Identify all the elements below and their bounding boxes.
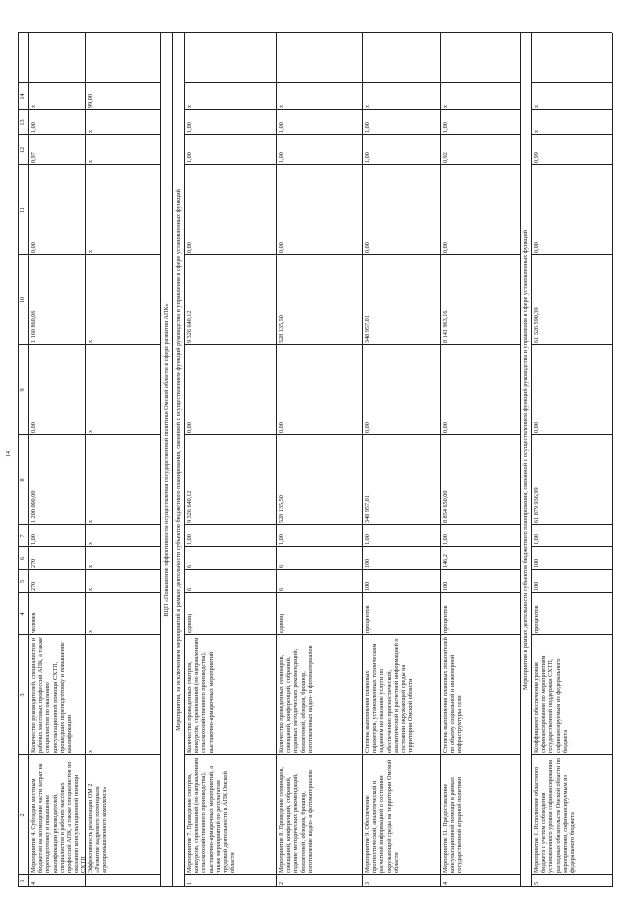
table-cell: единиц bbox=[186, 613, 193, 633]
table-cell: x bbox=[533, 104, 540, 108]
table-cell: 1,00 bbox=[364, 122, 371, 133]
column-header: 6 bbox=[19, 556, 26, 561]
table-rule bbox=[184, 164, 520, 165]
table-rule bbox=[531, 109, 612, 110]
table-rule bbox=[184, 886, 520, 887]
table-rule bbox=[362, 33, 363, 887]
table-cell: 0,00 bbox=[533, 422, 540, 433]
table-rule bbox=[612, 33, 613, 887]
table-cell: 6 bbox=[186, 564, 193, 568]
column-header: 10 bbox=[19, 296, 26, 304]
table-cell: 1 200 000,00 bbox=[30, 490, 37, 523]
table-cell: 8 854 650,00 bbox=[442, 490, 449, 523]
column-header: 11 bbox=[19, 207, 26, 213]
table-cell: 99,00 bbox=[87, 94, 94, 108]
table-rule bbox=[18, 344, 160, 345]
table-cell: 1 bbox=[186, 881, 193, 885]
table-cell: x bbox=[87, 541, 94, 545]
table-rule bbox=[184, 33, 185, 887]
table-rule bbox=[531, 634, 612, 635]
section-title: ВЦП «Повышение эффективности осуществления государственной политики Омской области в сфере развития АПК» bbox=[163, 303, 170, 617]
table-cell: 4 bbox=[30, 881, 37, 885]
table-rule bbox=[18, 134, 160, 135]
table-rule bbox=[18, 82, 160, 83]
table-cell: 0,00 bbox=[278, 242, 285, 253]
table-cell: 6 bbox=[278, 564, 285, 568]
table-cell: Мероприятие 9. Обеспечение прогностической, аналитической и расчетной информацией о состоянии окружающей среды на территории Омской области bbox=[364, 759, 400, 873]
table-cell: 1,00 bbox=[442, 122, 449, 133]
table-rule bbox=[531, 33, 532, 887]
table-rule bbox=[531, 569, 612, 570]
table-cell: Мероприятие 1. Исполнение областного бюджета с учетом соблюдения установленного уровня софинансирования расходных обязательств Омской области по мероприятиям, софинансируемым из федерального бюджета bbox=[533, 757, 577, 873]
table-rule bbox=[184, 254, 520, 255]
table-cell: x bbox=[87, 159, 94, 163]
table-rule bbox=[184, 634, 520, 635]
table-rule bbox=[184, 82, 520, 83]
table-cell: x bbox=[87, 564, 94, 568]
table-cell: Коэффициент обеспечения уровня софинансирования по мероприятиям государственной поддержки СХТП, софинансируемым из федерального бюджета bbox=[533, 655, 569, 753]
table-rule bbox=[531, 754, 612, 755]
table-rule bbox=[18, 634, 160, 635]
table-cell: 0,97 bbox=[30, 152, 37, 163]
table-cell: Количество проведенных семинаров, совещаний, конференций, собраний, изданных методических рекомендаций, бюллетеней, обзоров, брошюр, изготовленных видео- и фотоматериалов bbox=[278, 645, 314, 753]
table-cell: Количество руководителей, специалистов и рабочих массовых профессий АПК, а также специалистов по оказанию консультационной помощи СХТП, прошедших переподготовку и повышение квалификации bbox=[30, 637, 74, 753]
table-rule bbox=[184, 569, 520, 570]
table-rule bbox=[276, 33, 277, 887]
table-rule bbox=[531, 874, 612, 875]
column-header: 1 bbox=[19, 879, 26, 883]
table-rule bbox=[184, 109, 520, 110]
table-cell: 3 bbox=[364, 881, 371, 885]
table-cell: 1,00 bbox=[186, 152, 193, 163]
table-rule bbox=[531, 344, 612, 345]
table-cell: 1,00 bbox=[278, 122, 285, 133]
table-cell: 8 141 963,16 bbox=[442, 310, 449, 343]
table-cell: 270 bbox=[30, 558, 37, 568]
table-cell: 146,2 bbox=[442, 554, 449, 568]
table-rule bbox=[18, 592, 160, 593]
table-cell: единиц bbox=[278, 613, 285, 633]
table-cell: 0,00 bbox=[186, 422, 193, 433]
table-cell: 4 bbox=[442, 881, 449, 885]
table-rule bbox=[531, 886, 612, 887]
table-rule bbox=[531, 524, 612, 525]
table-cell: 61 326 590,39 bbox=[533, 307, 540, 343]
table-rule bbox=[184, 134, 520, 135]
section-title: Мероприятия, за исключением мероприятий в рамках деятельности субъектов бюджетного планирования, связанной с осуществлением функций руководства и управления в сфере установленных функций bbox=[175, 189, 182, 731]
table-cell: 9 326 640,12 bbox=[186, 490, 193, 523]
table-cell: 0,00 bbox=[278, 422, 285, 433]
table-rule bbox=[18, 569, 160, 570]
table-rule bbox=[184, 524, 520, 525]
table-cell: x bbox=[186, 104, 193, 108]
table-rule bbox=[531, 164, 612, 165]
section-title: Мероприятия в рамках деятельности субъектов бюджетного планирования, связанной с осуществлением функций руководства и управления в сфере установленных функций bbox=[522, 230, 529, 690]
table-cell: Эффективность реализации ОМ 2 «Развитие кадрового потенциала агропромышленного комплекса» bbox=[87, 783, 109, 873]
table-cell: x bbox=[87, 749, 94, 753]
table-cell: 6 bbox=[278, 587, 285, 591]
page-number: 14 bbox=[6, 451, 12, 457]
table-cell: процентов bbox=[533, 605, 540, 633]
table-cell: x bbox=[87, 629, 94, 633]
table-cell: 1,00 bbox=[442, 534, 449, 545]
table-rule bbox=[184, 546, 520, 547]
table-cell: 100 bbox=[364, 558, 371, 568]
table-rule bbox=[531, 434, 612, 435]
table-cell: 0,99 bbox=[533, 152, 540, 163]
table-cell: 1,00 bbox=[278, 152, 285, 163]
table-cell: 0,00 bbox=[364, 422, 371, 433]
table-cell: 2 bbox=[278, 881, 285, 885]
table-rule bbox=[531, 82, 612, 83]
table-cell: x bbox=[278, 104, 285, 108]
table-cell: Количество проведенных смотров, конкурсов, соревнований (по направлениям сельскохозяйственного производства), выставочно-ярмарочных мероприятий bbox=[186, 637, 215, 753]
table-rule bbox=[531, 546, 612, 547]
table-rule bbox=[184, 32, 520, 33]
table-rule bbox=[531, 592, 612, 593]
column-header: 8 bbox=[19, 478, 26, 482]
table-rule bbox=[18, 164, 160, 165]
table-rule bbox=[440, 33, 441, 887]
table-rule bbox=[520, 33, 521, 887]
table-cell: 348 957,01 bbox=[364, 315, 371, 343]
table-rule bbox=[18, 754, 160, 755]
table-cell: x bbox=[30, 104, 37, 108]
table-rule bbox=[18, 254, 160, 255]
column-header: 3 bbox=[19, 693, 26, 697]
table-cell: x bbox=[87, 587, 94, 591]
column-header: 5 bbox=[19, 579, 26, 584]
table-cell: Мероприятие 8. Проведение семинаров, совещаний, конференций, собраний, издание методических рекомендаций, бюллетеней, обзоров, брошюр, изготовление видео- и фотоматериалов bbox=[278, 767, 314, 873]
table-cell: x bbox=[364, 104, 371, 108]
column-header: 9 bbox=[19, 388, 26, 392]
column-header: 14 bbox=[19, 93, 26, 100]
table-cell: 1,00 bbox=[186, 534, 193, 545]
table-cell bbox=[87, 877, 159, 885]
table-rule bbox=[18, 32, 160, 33]
table-cell: 100 bbox=[533, 558, 540, 568]
table-rule bbox=[184, 874, 520, 875]
table-cell: 1,00 bbox=[30, 534, 37, 545]
table-rule bbox=[531, 254, 612, 255]
table-rule bbox=[18, 524, 160, 525]
table-cell: 100 bbox=[533, 581, 540, 591]
table-cell: x bbox=[87, 129, 94, 133]
table-rule bbox=[18, 109, 160, 110]
table-cell: Мероприятие 4. Субсидии местным бюджетам на возмещение части затрат на переподготовку и повышение квалификации руководителей, специалистов и рабочих массовых профессий АПК, а также специалистов по оказанию консультационной помощи СХТП bbox=[30, 761, 88, 873]
table-cell: x bbox=[442, 104, 449, 108]
column-header: 7 bbox=[19, 534, 26, 538]
table-rule bbox=[18, 874, 160, 875]
table-cell: 0,00 bbox=[442, 422, 449, 433]
table-cell: 100 bbox=[442, 581, 449, 591]
table-cell: x bbox=[87, 339, 94, 343]
table-cell: Степень выполнения плановых параметров, установленных техническим заданием на оказание услуги по обеспечению прогностической, аналитической и расчетной информацией о состоянии окружающей среды на территории Омской области bbox=[364, 638, 415, 753]
table-cell: 1,00 bbox=[30, 122, 37, 133]
table-rule bbox=[531, 32, 612, 33]
table-rule bbox=[18, 886, 160, 887]
table-rule bbox=[184, 434, 520, 435]
table-cell: 61 879 936,99 bbox=[533, 487, 540, 523]
table-cell: 528 135,50 bbox=[278, 315, 285, 343]
table-cell: Мероприятие 11. Предоставление консультационной помощи в рамках государственной аграрной политики bbox=[442, 776, 464, 873]
table-cell: x bbox=[87, 519, 94, 523]
table-cell: 1,00 bbox=[186, 122, 193, 133]
column-header: 13 bbox=[19, 119, 26, 126]
column-header: 2 bbox=[19, 813, 26, 817]
table-cell: 0,00 bbox=[186, 242, 193, 253]
table-cell: x bbox=[87, 249, 94, 253]
table-cell: 0,00 bbox=[30, 242, 37, 253]
table-cell: x bbox=[533, 129, 540, 133]
table-rule bbox=[531, 134, 612, 135]
column-header: 4 bbox=[19, 612, 26, 616]
table-rule bbox=[28, 33, 29, 887]
table-rule bbox=[184, 754, 520, 755]
table-rule bbox=[184, 592, 520, 593]
table-rule bbox=[184, 344, 520, 345]
table-cell: 1,00 bbox=[278, 534, 285, 545]
table-cell: 6 bbox=[186, 587, 193, 591]
table-cell: процентов bbox=[442, 605, 449, 633]
table-cell: x bbox=[87, 429, 94, 433]
column-header: 12 bbox=[19, 146, 26, 154]
table-cell: Мероприятие 7. Проведение смотров, конкурсов, соревнований (по направлениям сельскохозяйственного производства), выставочно-ярмарочных мероприятий, а также мероприятий по результатам трудовой деятельности в АПК Омской области bbox=[186, 757, 237, 873]
table-cell: 5 bbox=[533, 881, 540, 885]
table-rule bbox=[160, 33, 161, 887]
table-cell: 9 326 640,12 bbox=[186, 310, 193, 343]
table-rule bbox=[172, 33, 173, 887]
table-cell: 0,00 bbox=[364, 242, 371, 253]
table-cell: Степень выполнения плановых показателей по объему социальной и инженерной инфраструктуры сели bbox=[442, 637, 464, 753]
table-cell: человек bbox=[30, 612, 37, 633]
table-cell: 100 bbox=[364, 581, 371, 591]
table-cell: 1 160 860,06 bbox=[30, 310, 37, 343]
table-cell: 0,00 bbox=[442, 242, 449, 253]
table-rule bbox=[18, 434, 160, 435]
table-cell: 528 135,50 bbox=[278, 495, 285, 523]
table-cell: процентов bbox=[364, 605, 371, 633]
table-rule bbox=[18, 546, 160, 547]
table-rule bbox=[85, 33, 86, 887]
table-cell: 1,00 bbox=[533, 534, 540, 545]
table-cell: 1,00 bbox=[364, 534, 371, 545]
table-cell: 1,00 bbox=[364, 152, 371, 163]
table-cell: 0,92 bbox=[442, 152, 449, 163]
table-cell: 270 bbox=[30, 581, 37, 591]
table-cell: 0,00 bbox=[533, 242, 540, 253]
table-cell: 0,00 bbox=[30, 422, 37, 433]
table-cell: 348 957,01 bbox=[364, 495, 371, 523]
